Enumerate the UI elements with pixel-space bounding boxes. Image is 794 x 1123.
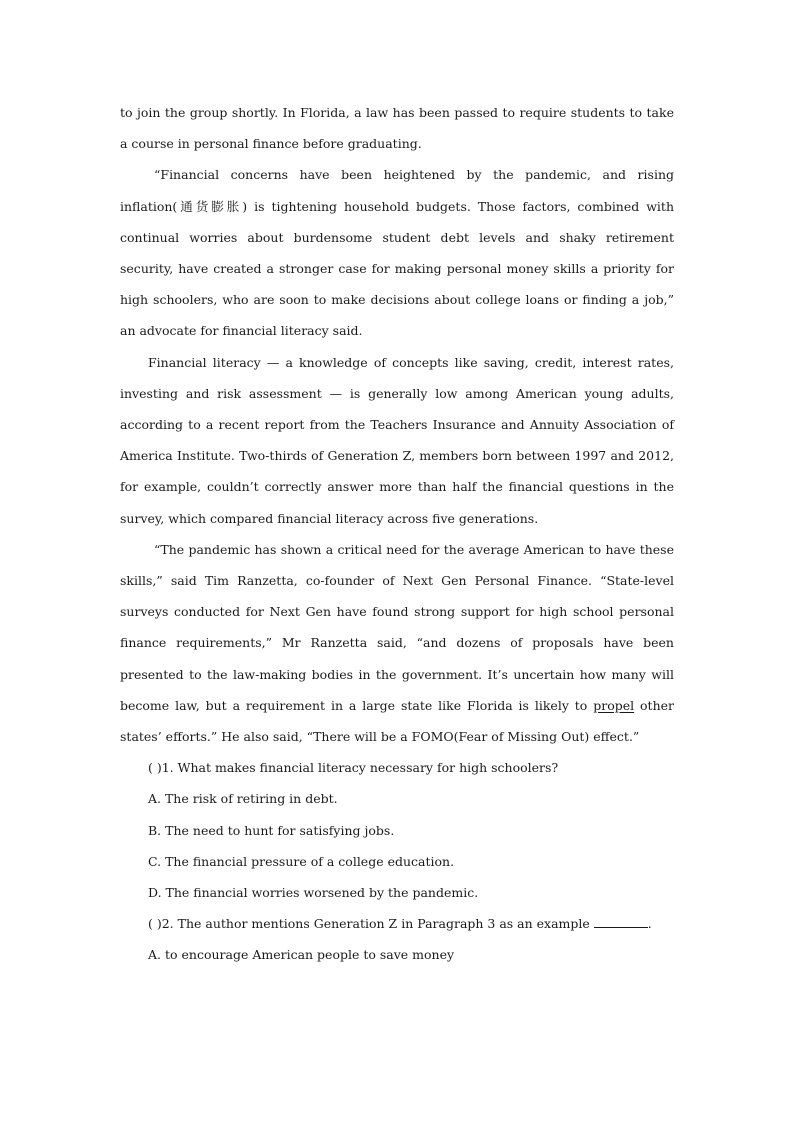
question-2-stem-end: .: [647, 916, 652, 932]
question-1-option-d: D. The financial worries worsened by the pandemic.: [148, 885, 479, 901]
paragraph-continuation: to join the group shortly. In Florida, a law has been passed to require students to take a course in personal finance before graduating.: [120, 105, 674, 152]
question-1-stem: ( )1. What makes financial literacy necessary for high schoolers?: [148, 760, 559, 776]
answer-blank: [594, 913, 648, 928]
underlined-word-propel: propel: [593, 697, 635, 713]
paragraph-text-after: other states’ efforts.” He also said, “There will be a FOMO(Fear of Missing Out) effect.”: [120, 697, 674, 745]
paragraph-text-before: “The pandemic has shown a critical need for the average American to have these skills,” said Tim Ranzetta, co-founder of Next Gen Personal Finance. “State-level surveys conducted for Next Gen have found strong support for high school personal finance requirements,” Mr Ranzetta said, “and dozens of proposals have been presented to the law-making bodies in the government. It’s uncertain how many will become law, but a requirement in a large state like Florida is likely to: [120, 541, 674, 713]
paragraph-financial-literacy: Financial literacy — a knowledge of concepts like saving, credit, interest rates, investing and risk assessment — is generally low among American young adults, according to a recent report from the Teachers Insurance and Annuity Association of America Institute. Two-thirds of Generation Z, members born between 1997 and 2012, for example, couldn’t correctly answer more than half the financial questions in the survey, which compared financial literacy across five generations.: [120, 354, 674, 526]
question-1-option-a: A. The risk of retiring in debt.: [148, 791, 338, 807]
question-2-stem: [120, 908, 674, 939]
paragraph-ranzetta-quote: [120, 534, 674, 752]
question-2-option-a: A. to encourage American people to save money: [148, 947, 455, 963]
question-2-stem-text: ( )2. The author mentions Generation Z in Paragraph 3 as an example: [148, 916, 590, 932]
question-1-option-c: C. The financial pressure of a college education.: [148, 853, 455, 869]
document-page: [120, 97, 674, 971]
question-1-option-b: B. The need to hunt for satisfying jobs.: [148, 822, 395, 838]
paragraph-advocate-quote: “Financial concerns have been heightened by the pandemic, and rising inflation(通货膨胀) is tightening household budgets. Those factors, combined with continual worries about burdensome student debt levels and shaky retirement security, have created a stronger case for making personal money skills a priority for high schoolers, who are soon to make decisions about college loans or finding a job,” an advocate for financial literacy said.: [120, 167, 674, 339]
